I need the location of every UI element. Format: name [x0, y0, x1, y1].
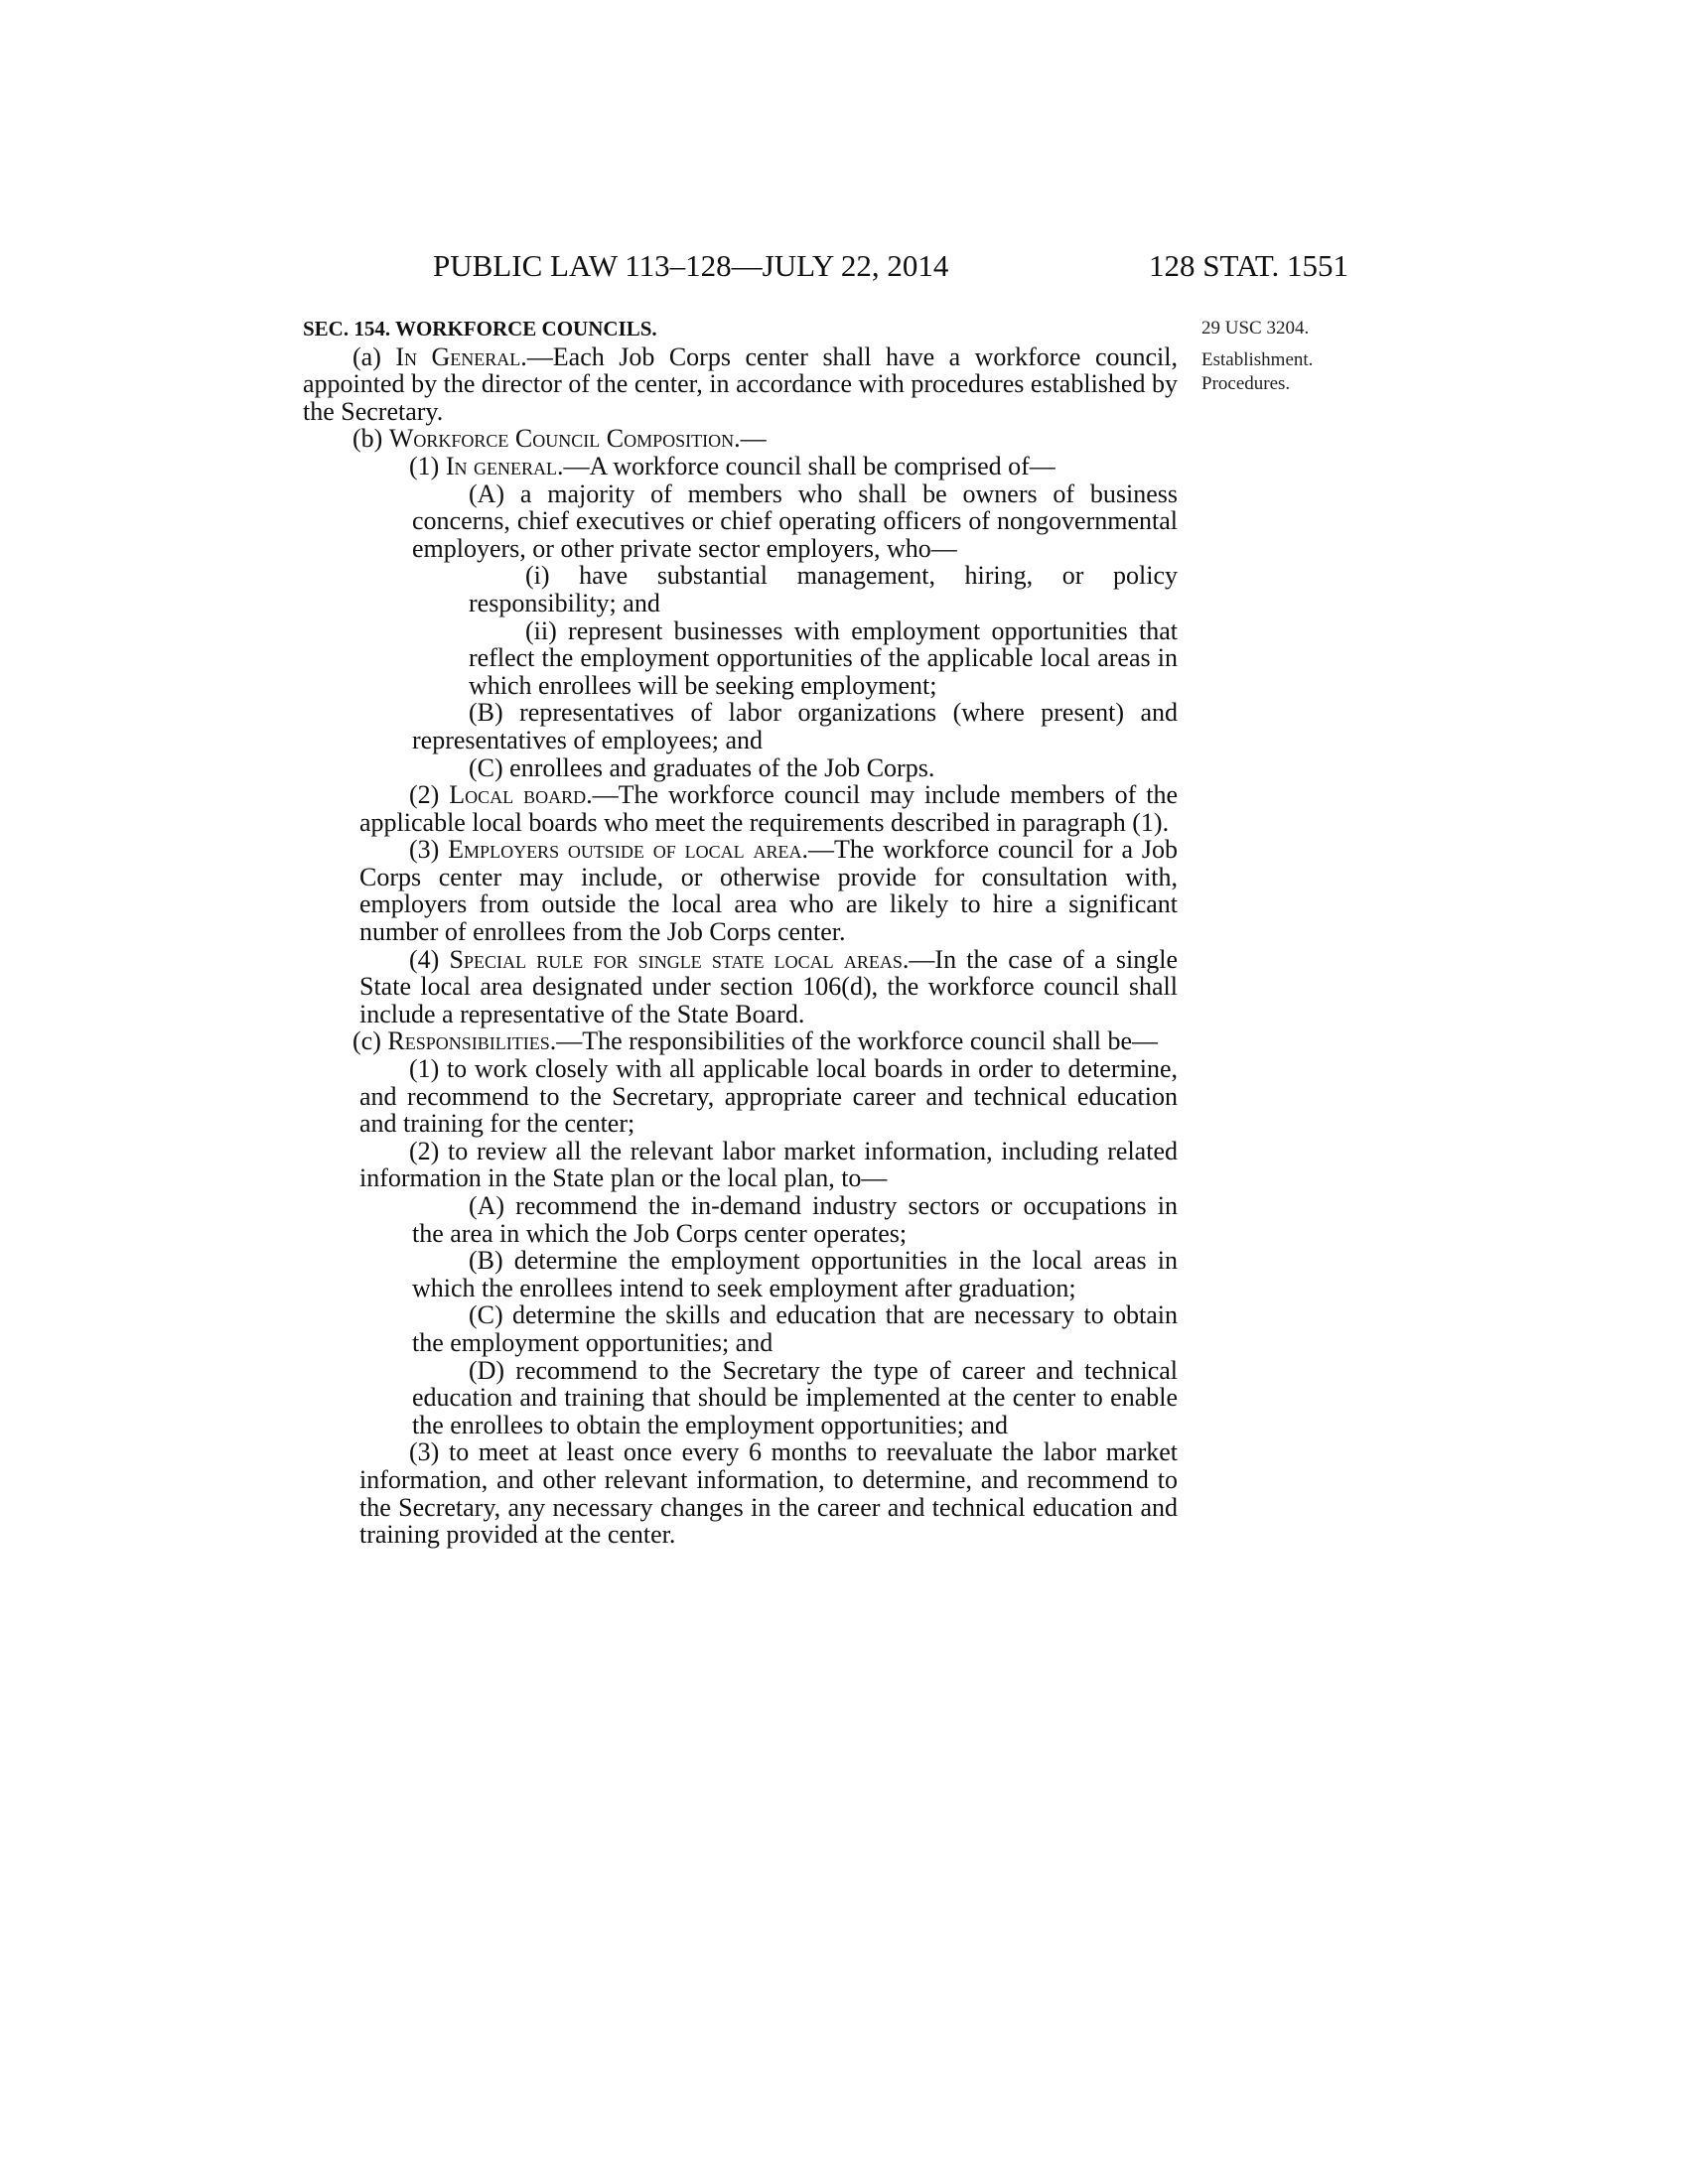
subsection-a	[303, 343, 1178, 426]
paragraph-b3-label: (3)	[409, 835, 449, 865]
margin-note-procedures: Procedures.	[1201, 373, 1291, 394]
paragraph-b3-text: .—The workforce council for a Job Corps center may include, or otherwise provide for consultation with, employers from outside the local area who are likely to hire a significant number of enrollees from the Job Corps center.	[359, 835, 1178, 947]
paragraph-b2-label: (2)	[409, 780, 450, 810]
subparagraph-c2-C: (C) determine the skills and education that are necessary to obtain the employment opportunities; and	[412, 1300, 1178, 1357]
paragraph-b1	[303, 453, 1178, 480]
margin-note-citation: 29 USC 3204.	[1201, 318, 1310, 339]
subparagraph-b1-A: (A) a majority of members who shall be owners of business concerns, chief executives or chief operating officers of nongovernmental employers, or other private sector employers, who—	[412, 478, 1178, 563]
subsection-c-label: (c)	[352, 1026, 388, 1056]
paragraph-b2	[303, 781, 1178, 836]
paragraph-b4-label: (4)	[409, 944, 450, 974]
subparagraph-b1-B: (B) representatives of labor organizations (where present) and representatives of employees; and	[412, 698, 1178, 754]
paragraph-b1-text: .—A workforce council shall be comprised of—	[556, 451, 1055, 480]
paragraph-c2: (2) to review all the relevant labor market information, including related information in the State plan or the local plan, to—	[359, 1136, 1178, 1193]
subsection-b-title: Workforce Council Composition	[388, 424, 735, 454]
subsection-a-label: (a)	[352, 341, 396, 371]
subparagraph-c2-A: (A) recommend the in-demand industry sectors or occupations in the area in which the Job Corps center operates;	[412, 1191, 1178, 1248]
section-heading: SEC. 154. WORKFORCE COUNCILS.	[303, 317, 657, 341]
paragraph-b2-title: Local board	[449, 780, 587, 810]
subparagraph-c2-D: (D) recommend to the Secretary the type of career and technical education and training that should be implemented at the center to enable the enrollees to obtain the employment opportunities; and	[412, 1355, 1178, 1439]
clause-b1-A-ii: (ii) represent businesses with employment opportunities that reflect the employment opportunities of the applicable local areas in which enrollees will be seeking employment;	[469, 615, 1178, 700]
paragraph-b4-title: Special rule for single state local areas	[449, 944, 903, 974]
margin-note-establishment: Establishment.	[1201, 349, 1314, 370]
paragraph-b1-title: In general	[445, 451, 557, 480]
paragraph-b1-label: (1)	[409, 451, 446, 480]
subsection-a-text: .—Each Job Corps center shall have a workforce council, appointed by the director of the center, in accordance with procedures established by the Secretary.	[303, 341, 1178, 426]
subsection-b-text: .—	[734, 424, 767, 454]
paragraph-c3: (3) to meet at least once every 6 months to reevaluate the labor market information, and other relevant information, to determine, and recommend to the Secretary, any necessary changes in the career and technical education and training provided at the center.	[359, 1437, 1178, 1550]
subsection-b	[303, 425, 1178, 453]
paragraph-c1: (1) to work closely with all applicable local boards in order to determine, and recommend to the Secretary, appropriate career and technical education and training for the center;	[359, 1054, 1178, 1139]
subsection-c-text: .—The responsibilities of the workforce council shall be—	[549, 1026, 1159, 1056]
clause-b1-A-i: (i) have substantial management, hiring, or policy responsibility; and	[469, 561, 1178, 617]
running-header-page: 128 STAT. 1551	[1149, 248, 1349, 283]
subsection-c-title: Responsibilities	[387, 1026, 550, 1056]
paragraph-b4-text: .—In the case of a single State local area designated under section 106(d), the workforce council shall include a representative of the State Board.	[359, 944, 1178, 1028]
subparagraph-c2-B: (B) determine the employment opportunities in the local areas in which the enrollees intend to seek employment after graduation;	[412, 1246, 1178, 1302]
paragraph-b2-text: .—The workforce council may include members of the applicable local boards who meet the requirements described in paragraph (1).	[359, 780, 1179, 837]
paragraph-b3-title: Employers outside of local area	[448, 835, 802, 865]
section-body	[303, 316, 1178, 1549]
paragraph-b3	[303, 836, 1178, 945]
running-header-title: PUBLIC LAW 113–128—JULY 22, 2014	[433, 248, 949, 283]
subparagraph-b1-C: (C) enrollees and graduates of the Job Corps.	[469, 752, 935, 782]
subsection-c	[303, 1027, 1178, 1055]
paragraph-b4	[303, 946, 1178, 1028]
subsection-a-title: In General	[395, 341, 521, 371]
subsection-b-label: (b)	[352, 424, 389, 454]
